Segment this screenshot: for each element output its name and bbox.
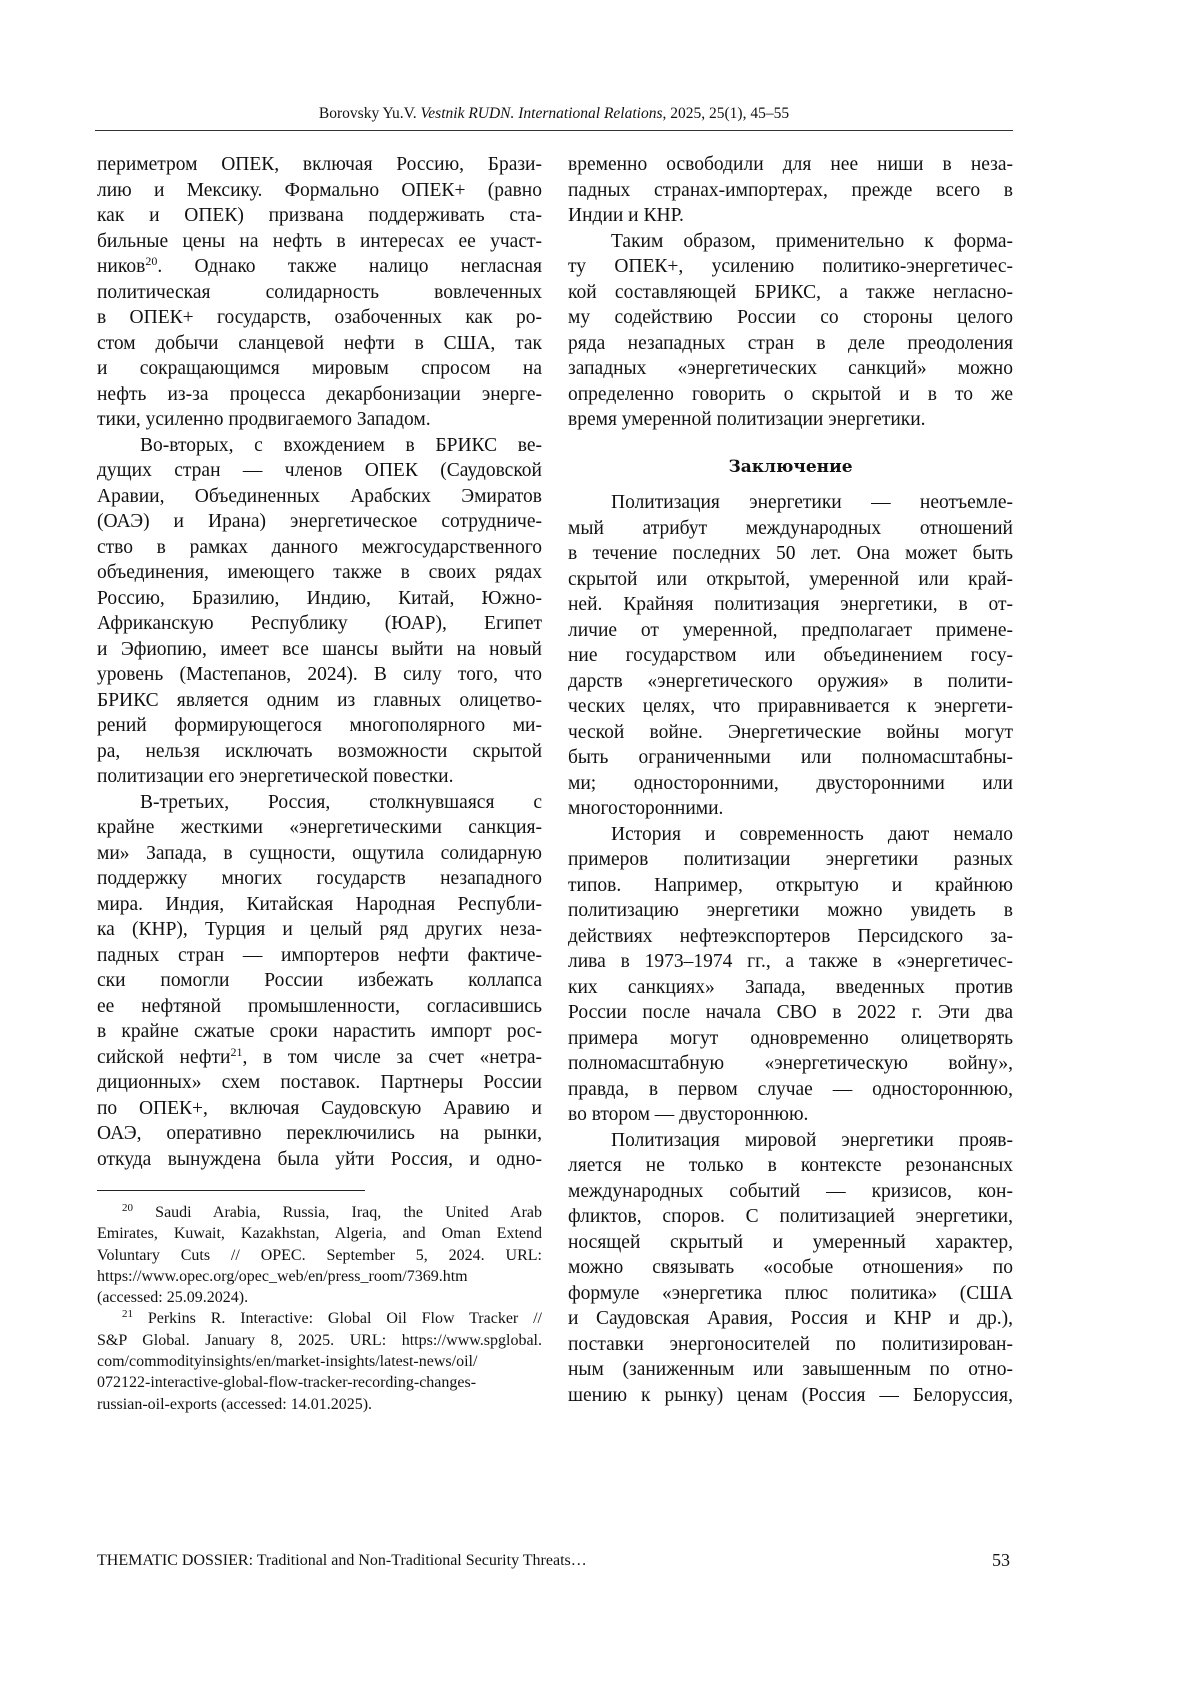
text-line: История и современность дают немало bbox=[568, 822, 1013, 848]
footnote-marker: 20 bbox=[122, 1202, 133, 1214]
text-line: ее нефтяной промышленности, согласившись bbox=[97, 994, 542, 1020]
text-line: в ОПЕК+ государств, озабоченных как ро- bbox=[97, 305, 542, 331]
text-line: ски помогли России избежать коллапса bbox=[97, 968, 542, 994]
text-line: крайне жесткими «энергетическими санкция- bbox=[97, 815, 542, 841]
text-line: периметром ОПЕК, включая Россию, Брази- bbox=[97, 152, 542, 178]
line-text: . Однако также налицо негласная bbox=[157, 256, 542, 277]
text-line: Таким образом, применительно к форма- bbox=[568, 229, 1013, 255]
text-line: БРИКС является одним из главных олицетво- bbox=[97, 688, 542, 714]
text-line: Аравии, Объединенных Арабских Эмиратов bbox=[97, 484, 542, 510]
footnote-marker: 21 bbox=[122, 1308, 133, 1320]
text-line: бильные цены на нефть в интересах ее участ- bbox=[97, 229, 542, 255]
text-line: ство в рамках данного межгосударственного bbox=[97, 535, 542, 561]
line-text: , в том числе за счет «нетра- bbox=[242, 1047, 542, 1068]
text-line: ней. Крайняя политизация энергетики, в от- bbox=[568, 592, 1013, 618]
text-line: Voluntary Cuts // OPEC. September 5, 2024. URL: bbox=[97, 1245, 542, 1266]
footnotes bbox=[97, 1202, 542, 1415]
text-line: ту ОПЕК+, усилению политико-энергетичес- bbox=[568, 254, 1013, 280]
text-line: объединения, имеющего также в своих рядах bbox=[97, 560, 542, 586]
text-line: политизации его энергетической повестки. bbox=[97, 764, 542, 790]
footnote-marker: 21 bbox=[230, 1045, 242, 1059]
header-issue: , 2025, 25(1), 45–55 bbox=[663, 105, 790, 122]
page-number: 53 bbox=[992, 1550, 1010, 1571]
line-text: Saudi Arabia, Russia, Iraq, the United Arab bbox=[133, 1204, 542, 1221]
text-line: Во-вторых, с вхождением в БРИКС ве- bbox=[97, 433, 542, 459]
paragraph bbox=[97, 433, 542, 790]
text-line: му содействию России со стороны целого bbox=[568, 305, 1013, 331]
paragraph bbox=[97, 152, 542, 433]
text-line: ным (заниженным или завышенным по отно- bbox=[568, 1357, 1013, 1383]
right-column-bottom bbox=[568, 490, 1013, 1408]
text-line: политическая солидарность вовлеченных bbox=[97, 280, 542, 306]
header-journal: Vestnik RUDN. International Relations bbox=[421, 105, 663, 122]
left-column bbox=[97, 152, 542, 1172]
text-line: ческой войне. Энергетические войны могут bbox=[568, 720, 1013, 746]
text-line: в крайне сжатые сроки нарастить импорт рос- bbox=[97, 1019, 542, 1045]
header-author: Borovsky Yu.V. bbox=[319, 105, 421, 122]
text-line: в течение последних 50 лет. Она может быть bbox=[568, 541, 1013, 567]
text-line bbox=[97, 1045, 542, 1071]
text-line: и Саудовская Аравия, Россия и КНР и др.), bbox=[568, 1306, 1013, 1332]
text-line: диционных» схем поставок. Партнеры России bbox=[97, 1070, 542, 1096]
text-line: дарств «энергетического оружия» в полити- bbox=[568, 669, 1013, 695]
paragraph bbox=[97, 1308, 542, 1414]
text-line: тики, усиленно продвигаемого Западом. bbox=[97, 407, 542, 433]
text-line: S&P Global. January 8, 2025. URL: https://www.spglobal. bbox=[97, 1330, 542, 1351]
text-line: примера могут одновременно олицетворять bbox=[568, 1026, 1013, 1052]
text-line: России после начала СВО в 2022 г. Эти два bbox=[568, 1000, 1013, 1026]
paragraph bbox=[568, 822, 1013, 1128]
text-line: дущих стран — членов ОПЕК (Саудовской bbox=[97, 458, 542, 484]
text-line: Политизация энергетики — неотъемле- bbox=[568, 490, 1013, 516]
text-line: примеров политизации энергетики разных bbox=[568, 847, 1013, 873]
text-line: западных «энергетических санкций» можно bbox=[568, 356, 1013, 382]
line-text: Perkins R. Interactive: Global Oil Flow Tracker // bbox=[133, 1310, 542, 1327]
text-line: падных странах-импортерах, прежде всего в bbox=[568, 178, 1013, 204]
text-line: кой составляющей БРИКС, а также негласно- bbox=[568, 280, 1013, 306]
paragraph bbox=[568, 229, 1013, 433]
line-text: сийской нефти bbox=[97, 1047, 230, 1068]
text-line: нефть из-за процесса декарбонизации энерге- bbox=[97, 382, 542, 408]
text-line: и сокращающимся мировым спросом на bbox=[97, 356, 542, 382]
text-line: мый атрибут международных отношений bbox=[568, 516, 1013, 542]
text-line: ческих целях, что приравнивается к энергети- bbox=[568, 694, 1013, 720]
text-line: формуле «энергетика плюс политика» (США bbox=[568, 1281, 1013, 1307]
section-heading: Заключение bbox=[568, 455, 1013, 480]
text-line: определенно говорить о скрытой и в то же bbox=[568, 382, 1013, 408]
text-line: Россию, Бразилию, Индию, Китай, Южно- bbox=[97, 586, 542, 612]
text-line: мира. Индия, Китайская Народная Республи- bbox=[97, 892, 542, 918]
text-line: ми» Запада, в сущности, ощутила солидарную bbox=[97, 841, 542, 867]
text-line: политизацию энергетики можно увидеть в bbox=[568, 898, 1013, 924]
text-line: https://www.opec.org/opec_web/en/press_room/7369.htm bbox=[97, 1266, 542, 1287]
text-line bbox=[97, 1308, 542, 1329]
text-line: многосторонними. bbox=[568, 796, 1013, 822]
paragraph bbox=[568, 490, 1013, 822]
text-line: рений формирующегося многополярного ми- bbox=[97, 713, 542, 739]
text-line: полномасштабную «энергетическую войну», bbox=[568, 1051, 1013, 1077]
footnote-marker: 20 bbox=[145, 254, 157, 268]
text-line: шению к рынку) ценам (Россия — Белоруссия, bbox=[568, 1383, 1013, 1409]
line-text: ников bbox=[97, 256, 145, 277]
text-line: ние государством или объединением госу- bbox=[568, 643, 1013, 669]
paragraph bbox=[97, 790, 542, 1173]
text-line bbox=[97, 1202, 542, 1223]
text-line: действиях нефтеэкспортеров Персидского за- bbox=[568, 924, 1013, 950]
running-header bbox=[95, 105, 1013, 123]
text-line: фликтов, споров. С политизацией энергетики, bbox=[568, 1204, 1013, 1230]
text-line: падных стран — импортеров нефти фактиче- bbox=[97, 943, 542, 969]
text-line: ких санкциях» Запада, введенных против bbox=[568, 975, 1013, 1001]
text-line: как и ОПЕК) призвана поддерживать ста- bbox=[97, 203, 542, 229]
text-line: ляется не только в контексте резонансных bbox=[568, 1153, 1013, 1179]
text-line: ОАЭ, оперативно переключились на рынки, bbox=[97, 1121, 542, 1147]
header-divider bbox=[95, 130, 1013, 131]
footnote-divider bbox=[97, 1190, 365, 1191]
text-line: 072122-interactive-global-flow-tracker-recording-changes- bbox=[97, 1372, 542, 1393]
text-line: поддержку многих государств незападного bbox=[97, 866, 542, 892]
text-line: ряда незападных стран в деле преодоления bbox=[568, 331, 1013, 357]
text-line: время умеренной политизации энергетики. bbox=[568, 407, 1013, 433]
text-line: откуда вынуждена была уйти Россия, и одно- bbox=[97, 1147, 542, 1173]
text-line: ми; односторонними, двусторонними или bbox=[568, 771, 1013, 797]
text-line bbox=[97, 254, 542, 280]
text-line: com/commodityinsights/en/market-insights/latest-news/oil/ bbox=[97, 1351, 542, 1372]
text-line: и Эфиопию, имеет все шансы выйти на новый bbox=[97, 637, 542, 663]
text-line: ка (КНР), Турция и целый ряд других неза- bbox=[97, 917, 542, 943]
text-line: лива в 1973–1974 гг., а также в «энергетичес- bbox=[568, 949, 1013, 975]
text-line: (ОАЭ) и Ирана) энергетическое сотрудниче- bbox=[97, 509, 542, 535]
text-line: Африканскую Республику (ЮАР), Египет bbox=[97, 611, 542, 637]
text-line: личие от умеренной, предполагает примене- bbox=[568, 618, 1013, 644]
text-line: типов. Например, открытую и крайнюю bbox=[568, 873, 1013, 899]
paragraph bbox=[568, 152, 1013, 229]
text-line: во втором — двустороннюю. bbox=[568, 1102, 1013, 1128]
right-column-top bbox=[568, 152, 1013, 433]
text-line: скрытой или открытой, умеренной или край- bbox=[568, 567, 1013, 593]
text-line: Индии и КНР. bbox=[568, 203, 1013, 229]
text-line: временно освободили для нее ниши в неза- bbox=[568, 152, 1013, 178]
paragraph bbox=[97, 1202, 542, 1308]
text-line: уровень (Мастепанов, 2024). В силу того, что bbox=[97, 662, 542, 688]
text-line: ра, нельзя исключать возможности скрытой bbox=[97, 739, 542, 765]
text-line: лию и Мексику. Формально ОПЕК+ (равно bbox=[97, 178, 542, 204]
text-line: В-третьих, Россия, столкнувшаяся с bbox=[97, 790, 542, 816]
text-line: международных событий — кризисов, кон- bbox=[568, 1179, 1013, 1205]
text-line: Политизация мировой энергетики прояв- bbox=[568, 1128, 1013, 1154]
text-line: Emirates, Kuwait, Kazakhstan, Algeria, and Oman Extend bbox=[97, 1223, 542, 1244]
text-line: (accessed: 25.09.2024). bbox=[97, 1287, 542, 1308]
paragraph bbox=[568, 1128, 1013, 1409]
text-line: правда, в первом случае — одностороннюю, bbox=[568, 1077, 1013, 1103]
text-line: по ОПЕК+, включая Саудовскую Аравию и bbox=[97, 1096, 542, 1122]
text-line: поставки энергоносителей по политизирован- bbox=[568, 1332, 1013, 1358]
footer-section-title: THEMATIC DOSSIER: Traditional and Non-Traditional Security Threats… bbox=[97, 1552, 587, 1570]
text-line: можно связывать «особые отношения» по bbox=[568, 1255, 1013, 1281]
text-line: стом добычи сланцевой нефти в США, так bbox=[97, 331, 542, 357]
text-line: быть ограниченными или полномасштабны- bbox=[568, 745, 1013, 771]
text-line: носящей скрытый и умеренный характер, bbox=[568, 1230, 1013, 1256]
text-line: russian-oil-exports (accessed: 14.01.2025). bbox=[97, 1394, 542, 1415]
